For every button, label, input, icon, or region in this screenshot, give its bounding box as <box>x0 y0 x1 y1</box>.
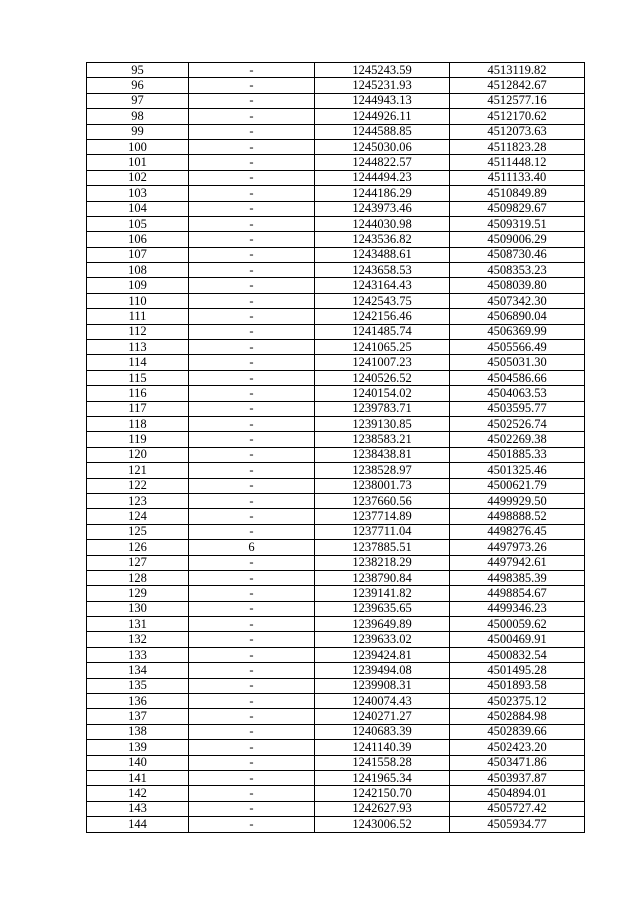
parcel-cell: - <box>189 63 315 78</box>
x-coordinate-cell: 1244588.85 <box>315 124 450 139</box>
y-coordinate-cell: 4500469.91 <box>450 632 585 647</box>
y-coordinate-cell: 4513119.82 <box>450 63 585 78</box>
y-coordinate-cell: 4505727.42 <box>450 801 585 816</box>
y-coordinate-cell: 4501893.58 <box>450 678 585 693</box>
x-coordinate-cell: 1239424.81 <box>315 647 450 662</box>
table-row <box>87 447 585 462</box>
coordinates-table <box>86 62 585 833</box>
parcel-cell: - <box>189 247 315 262</box>
x-coordinate-cell: 1239633.02 <box>315 632 450 647</box>
table-row <box>87 786 585 801</box>
x-coordinate-cell: 1242627.93 <box>315 801 450 816</box>
point-number-cell: 112 <box>87 324 189 339</box>
y-coordinate-cell: 4503595.77 <box>450 401 585 416</box>
parcel-cell: - <box>189 601 315 616</box>
table-row <box>87 694 585 709</box>
point-number-cell: 95 <box>87 63 189 78</box>
x-coordinate-cell: 1241007.23 <box>315 355 450 370</box>
y-coordinate-cell: 4504894.01 <box>450 786 585 801</box>
x-coordinate-cell: 1242543.75 <box>315 293 450 308</box>
x-coordinate-cell: 1237660.56 <box>315 493 450 508</box>
table-row <box>87 324 585 339</box>
point-number-cell: 133 <box>87 647 189 662</box>
parcel-cell: 6 <box>189 540 315 555</box>
parcel-cell: - <box>189 216 315 231</box>
x-coordinate-cell: 1244822.57 <box>315 155 450 170</box>
point-number-cell: 109 <box>87 278 189 293</box>
x-coordinate-cell: 1240271.27 <box>315 709 450 724</box>
table-row <box>87 232 585 247</box>
parcel-cell: - <box>189 663 315 678</box>
parcel-cell: - <box>189 355 315 370</box>
table-row <box>87 632 585 647</box>
y-coordinate-cell: 4502423.20 <box>450 740 585 755</box>
parcel-cell: - <box>189 678 315 693</box>
x-coordinate-cell: 1244186.29 <box>315 186 450 201</box>
point-number-cell: 132 <box>87 632 189 647</box>
table-row <box>87 755 585 770</box>
y-coordinate-cell: 4498276.45 <box>450 524 585 539</box>
y-coordinate-cell: 4511448.12 <box>450 155 585 170</box>
parcel-cell: - <box>189 416 315 431</box>
x-coordinate-cell: 1241965.34 <box>315 770 450 785</box>
table-row <box>87 540 585 555</box>
parcel-cell: - <box>189 647 315 662</box>
point-number-cell: 126 <box>87 540 189 555</box>
y-coordinate-cell: 4511133.40 <box>450 170 585 185</box>
parcel-cell: - <box>189 278 315 293</box>
y-coordinate-cell: 4505566.49 <box>450 340 585 355</box>
point-number-cell: 130 <box>87 601 189 616</box>
point-number-cell: 121 <box>87 463 189 478</box>
table-row <box>87 278 585 293</box>
table-row <box>87 355 585 370</box>
y-coordinate-cell: 4497973.26 <box>450 540 585 555</box>
table-row <box>87 93 585 108</box>
parcel-cell: - <box>189 617 315 632</box>
y-coordinate-cell: 4500059.62 <box>450 617 585 632</box>
coordinates-table-body <box>87 63 585 833</box>
table-row <box>87 478 585 493</box>
parcel-cell: - <box>189 263 315 278</box>
table-row <box>87 724 585 739</box>
y-coordinate-cell: 4501325.46 <box>450 463 585 478</box>
y-coordinate-cell: 4502839.66 <box>450 724 585 739</box>
point-number-cell: 107 <box>87 247 189 262</box>
y-coordinate-cell: 4502884.98 <box>450 709 585 724</box>
parcel-cell: - <box>189 694 315 709</box>
table-row <box>87 63 585 78</box>
x-coordinate-cell: 1241140.39 <box>315 740 450 755</box>
parcel-cell: - <box>189 386 315 401</box>
point-number-cell: 101 <box>87 155 189 170</box>
point-number-cell: 124 <box>87 509 189 524</box>
y-coordinate-cell: 4512577.16 <box>450 93 585 108</box>
x-coordinate-cell: 1238438.81 <box>315 447 450 462</box>
table-row <box>87 370 585 385</box>
y-coordinate-cell: 4500832.54 <box>450 647 585 662</box>
point-number-cell: 142 <box>87 786 189 801</box>
x-coordinate-cell: 1242156.46 <box>315 309 450 324</box>
table-row <box>87 663 585 678</box>
point-number-cell: 108 <box>87 263 189 278</box>
point-number-cell: 111 <box>87 309 189 324</box>
point-number-cell: 115 <box>87 370 189 385</box>
point-number-cell: 135 <box>87 678 189 693</box>
point-number-cell: 139 <box>87 740 189 755</box>
x-coordinate-cell: 1241065.25 <box>315 340 450 355</box>
table-row <box>87 555 585 570</box>
y-coordinate-cell: 4509829.67 <box>450 201 585 216</box>
y-coordinate-cell: 4505934.77 <box>450 817 585 832</box>
parcel-cell: - <box>189 786 315 801</box>
x-coordinate-cell: 1245243.59 <box>315 63 450 78</box>
x-coordinate-cell: 1240683.39 <box>315 724 450 739</box>
parcel-cell: - <box>189 463 315 478</box>
table-row <box>87 139 585 154</box>
table-row <box>87 493 585 508</box>
parcel-cell: - <box>189 493 315 508</box>
point-number-cell: 105 <box>87 216 189 231</box>
table-row <box>87 340 585 355</box>
x-coordinate-cell: 1238583.21 <box>315 432 450 447</box>
point-number-cell: 102 <box>87 170 189 185</box>
x-coordinate-cell: 1242150.70 <box>315 786 450 801</box>
x-coordinate-cell: 1239130.85 <box>315 416 450 431</box>
table-row <box>87 416 585 431</box>
x-coordinate-cell: 1245231.93 <box>315 78 450 93</box>
point-number-cell: 110 <box>87 293 189 308</box>
x-coordinate-cell: 1238218.29 <box>315 555 450 570</box>
parcel-cell: - <box>189 770 315 785</box>
point-number-cell: 98 <box>87 109 189 124</box>
table-row <box>87 770 585 785</box>
table-row <box>87 216 585 231</box>
y-coordinate-cell: 4501495.28 <box>450 663 585 678</box>
point-number-cell: 134 <box>87 663 189 678</box>
x-coordinate-cell: 1244494.23 <box>315 170 450 185</box>
parcel-cell: - <box>189 109 315 124</box>
point-number-cell: 131 <box>87 617 189 632</box>
y-coordinate-cell: 4498888.52 <box>450 509 585 524</box>
table-row <box>87 647 585 662</box>
y-coordinate-cell: 4508730.46 <box>450 247 585 262</box>
x-coordinate-cell: 1244030.98 <box>315 216 450 231</box>
y-coordinate-cell: 4499929.50 <box>450 493 585 508</box>
x-coordinate-cell: 1239649.89 <box>315 617 450 632</box>
parcel-cell: - <box>189 93 315 108</box>
parcel-cell: - <box>189 186 315 201</box>
parcel-cell: - <box>189 78 315 93</box>
parcel-cell: - <box>189 740 315 755</box>
parcel-cell: - <box>189 293 315 308</box>
table-row <box>87 817 585 832</box>
y-coordinate-cell: 4512842.67 <box>450 78 585 93</box>
x-coordinate-cell: 1239908.31 <box>315 678 450 693</box>
x-coordinate-cell: 1237714.89 <box>315 509 450 524</box>
y-coordinate-cell: 4499346.23 <box>450 601 585 616</box>
parcel-cell: - <box>189 447 315 462</box>
point-number-cell: 117 <box>87 401 189 416</box>
point-number-cell: 138 <box>87 724 189 739</box>
x-coordinate-cell: 1238790.84 <box>315 570 450 585</box>
y-coordinate-cell: 4502269.38 <box>450 432 585 447</box>
parcel-cell: - <box>189 509 315 524</box>
point-number-cell: 96 <box>87 78 189 93</box>
table-row <box>87 309 585 324</box>
y-coordinate-cell: 4507342.30 <box>450 293 585 308</box>
point-number-cell: 123 <box>87 493 189 508</box>
x-coordinate-cell: 1239494.08 <box>315 663 450 678</box>
y-coordinate-cell: 4498854.67 <box>450 586 585 601</box>
table-row <box>87 586 585 601</box>
point-number-cell: 143 <box>87 801 189 816</box>
point-number-cell: 144 <box>87 817 189 832</box>
x-coordinate-cell: 1241485.74 <box>315 324 450 339</box>
y-coordinate-cell: 4505031.30 <box>450 355 585 370</box>
table-row <box>87 170 585 185</box>
point-number-cell: 103 <box>87 186 189 201</box>
table-row <box>87 740 585 755</box>
parcel-cell: - <box>189 155 315 170</box>
y-coordinate-cell: 4497942.61 <box>450 555 585 570</box>
table-row <box>87 601 585 616</box>
y-coordinate-cell: 4509006.29 <box>450 232 585 247</box>
x-coordinate-cell: 1238001.73 <box>315 478 450 493</box>
y-coordinate-cell: 4506369.99 <box>450 324 585 339</box>
y-coordinate-cell: 4501885.33 <box>450 447 585 462</box>
point-number-cell: 118 <box>87 416 189 431</box>
table-row <box>87 109 585 124</box>
table-row <box>87 78 585 93</box>
point-number-cell: 137 <box>87 709 189 724</box>
parcel-cell: - <box>189 570 315 585</box>
y-coordinate-cell: 4503471.86 <box>450 755 585 770</box>
parcel-cell: - <box>189 170 315 185</box>
parcel-cell: - <box>189 478 315 493</box>
point-number-cell: 140 <box>87 755 189 770</box>
x-coordinate-cell: 1243536.82 <box>315 232 450 247</box>
x-coordinate-cell: 1244943.13 <box>315 93 450 108</box>
y-coordinate-cell: 4512073.63 <box>450 124 585 139</box>
parcel-cell: - <box>189 232 315 247</box>
table-row <box>87 263 585 278</box>
table-row <box>87 709 585 724</box>
x-coordinate-cell: 1240154.02 <box>315 386 450 401</box>
y-coordinate-cell: 4509319.51 <box>450 216 585 231</box>
table-row <box>87 463 585 478</box>
x-coordinate-cell: 1239141.82 <box>315 586 450 601</box>
y-coordinate-cell: 4511823.28 <box>450 139 585 154</box>
parcel-cell: - <box>189 586 315 601</box>
x-coordinate-cell: 1244926.11 <box>315 109 450 124</box>
y-coordinate-cell: 4506890.04 <box>450 309 585 324</box>
x-coordinate-cell: 1237711.04 <box>315 524 450 539</box>
y-coordinate-cell: 4510849.89 <box>450 186 585 201</box>
x-coordinate-cell: 1243658.53 <box>315 263 450 278</box>
x-coordinate-cell: 1239783.71 <box>315 401 450 416</box>
point-number-cell: 127 <box>87 555 189 570</box>
table-row <box>87 678 585 693</box>
table-row <box>87 124 585 139</box>
parcel-cell: - <box>189 555 315 570</box>
table-row <box>87 186 585 201</box>
table-row <box>87 509 585 524</box>
parcel-cell: - <box>189 801 315 816</box>
point-number-cell: 97 <box>87 93 189 108</box>
x-coordinate-cell: 1241558.28 <box>315 755 450 770</box>
x-coordinate-cell: 1237885.51 <box>315 540 450 555</box>
x-coordinate-cell: 1245030.06 <box>315 139 450 154</box>
table-row <box>87 801 585 816</box>
x-coordinate-cell: 1243006.52 <box>315 817 450 832</box>
x-coordinate-cell: 1240526.52 <box>315 370 450 385</box>
table-row <box>87 155 585 170</box>
parcel-cell: - <box>189 632 315 647</box>
x-coordinate-cell: 1243164.43 <box>315 278 450 293</box>
table-row <box>87 432 585 447</box>
point-number-cell: 136 <box>87 694 189 709</box>
table-row <box>87 570 585 585</box>
parcel-cell: - <box>189 755 315 770</box>
parcel-cell: - <box>189 124 315 139</box>
parcel-cell: - <box>189 309 315 324</box>
table-row <box>87 401 585 416</box>
y-coordinate-cell: 4504586.66 <box>450 370 585 385</box>
table-row <box>87 386 585 401</box>
point-number-cell: 122 <box>87 478 189 493</box>
parcel-cell: - <box>189 139 315 154</box>
table-row <box>87 617 585 632</box>
parcel-cell: - <box>189 724 315 739</box>
point-number-cell: 119 <box>87 432 189 447</box>
point-number-cell: 114 <box>87 355 189 370</box>
parcel-cell: - <box>189 324 315 339</box>
point-number-cell: 113 <box>87 340 189 355</box>
y-coordinate-cell: 4508039.80 <box>450 278 585 293</box>
x-coordinate-cell: 1240074.43 <box>315 694 450 709</box>
point-number-cell: 99 <box>87 124 189 139</box>
point-number-cell: 120 <box>87 447 189 462</box>
y-coordinate-cell: 4498385.39 <box>450 570 585 585</box>
x-coordinate-cell: 1243488.61 <box>315 247 450 262</box>
point-number-cell: 106 <box>87 232 189 247</box>
table-row <box>87 201 585 216</box>
y-coordinate-cell: 4512170.62 <box>450 109 585 124</box>
parcel-cell: - <box>189 709 315 724</box>
y-coordinate-cell: 4508353.23 <box>450 263 585 278</box>
point-number-cell: 128 <box>87 570 189 585</box>
y-coordinate-cell: 4500621.79 <box>450 478 585 493</box>
point-number-cell: 141 <box>87 770 189 785</box>
y-coordinate-cell: 4503937.87 <box>450 770 585 785</box>
point-number-cell: 129 <box>87 586 189 601</box>
x-coordinate-cell: 1243973.46 <box>315 201 450 216</box>
parcel-cell: - <box>189 201 315 216</box>
parcel-cell: - <box>189 370 315 385</box>
point-number-cell: 125 <box>87 524 189 539</box>
x-coordinate-cell: 1239635.65 <box>315 601 450 616</box>
point-number-cell: 104 <box>87 201 189 216</box>
table-row <box>87 247 585 262</box>
point-number-cell: 116 <box>87 386 189 401</box>
point-number-cell: 100 <box>87 139 189 154</box>
table-row <box>87 293 585 308</box>
parcel-cell: - <box>189 401 315 416</box>
parcel-cell: - <box>189 340 315 355</box>
y-coordinate-cell: 4504063.53 <box>450 386 585 401</box>
parcel-cell: - <box>189 817 315 832</box>
table-row <box>87 524 585 539</box>
x-coordinate-cell: 1238528.97 <box>315 463 450 478</box>
y-coordinate-cell: 4502375.12 <box>450 694 585 709</box>
y-coordinate-cell: 4502526.74 <box>450 416 585 431</box>
parcel-cell: - <box>189 524 315 539</box>
parcel-cell: - <box>189 432 315 447</box>
